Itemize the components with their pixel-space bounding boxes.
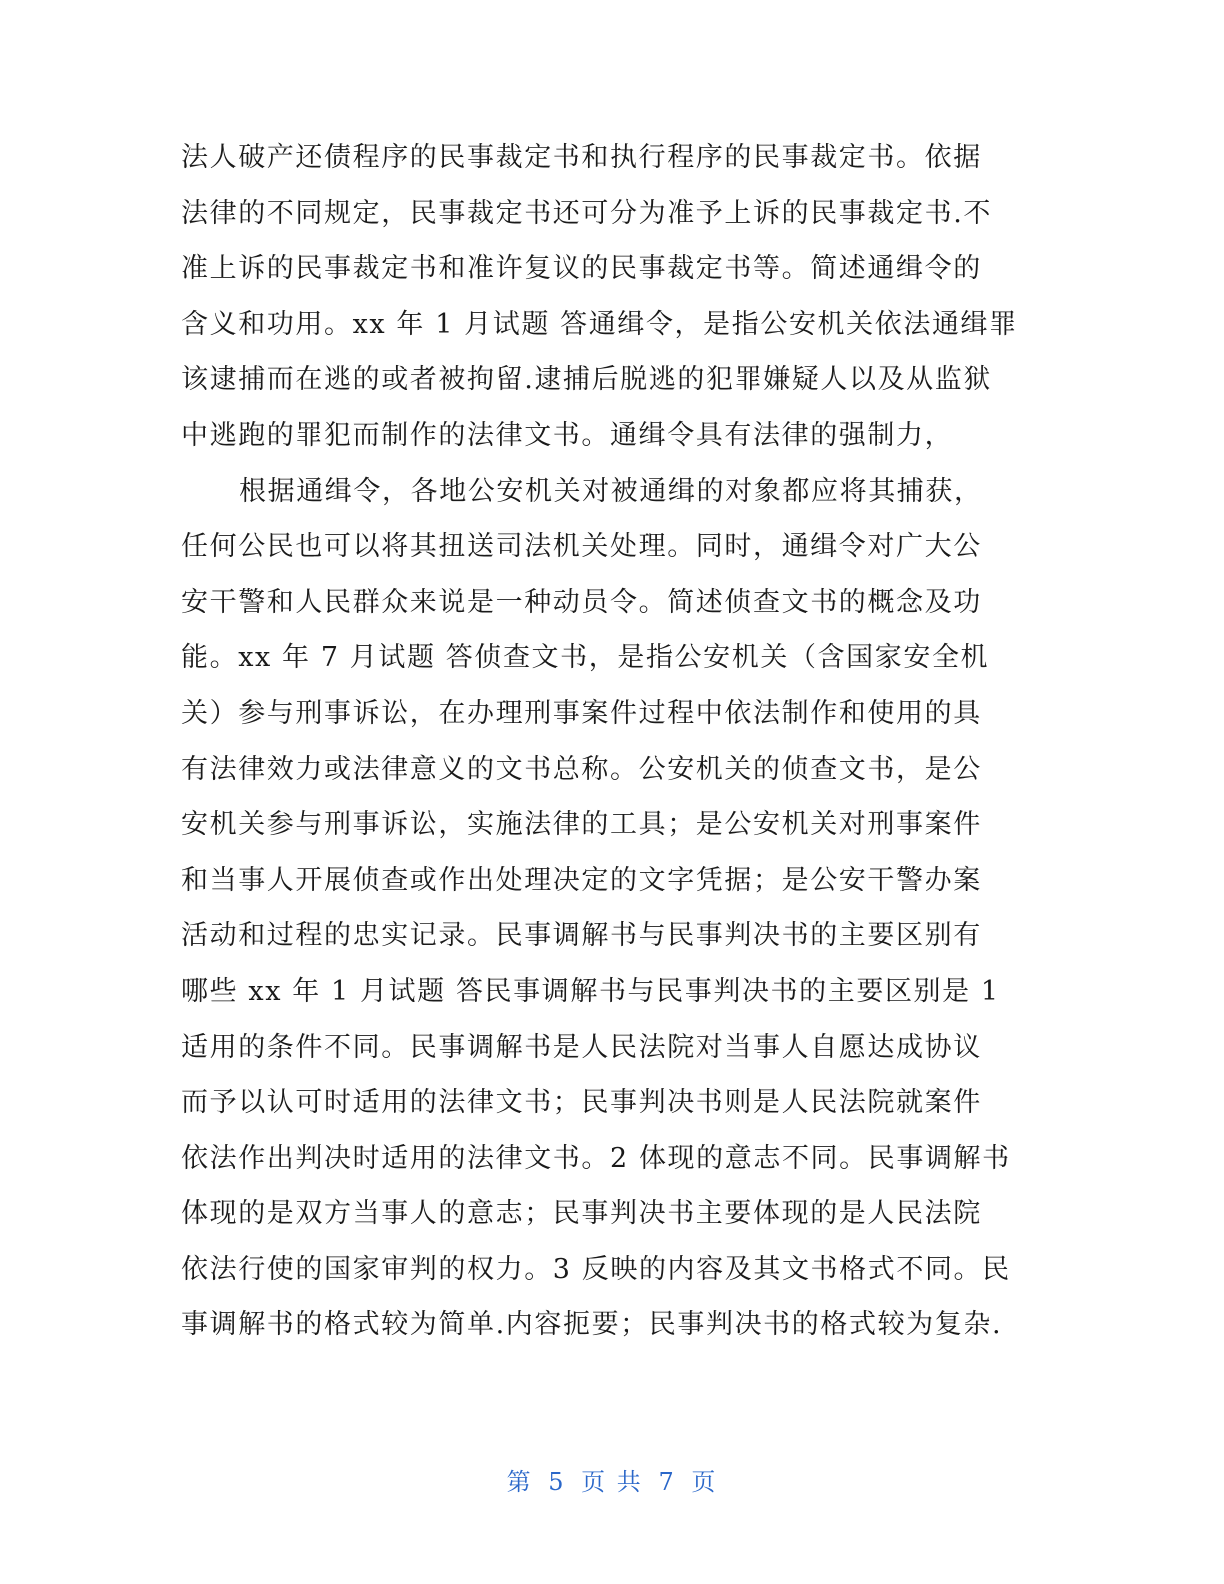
text-line: 活动和过程的忠实记录。民事调解书与民事判决书的主要区别有 [181, 920, 982, 952]
text-line: 哪些 xx 年 1 月试题 答民事调解书与民事判决书的主要区别是 1 [181, 975, 1000, 1007]
current-page-number: 5 [548, 1468, 566, 1496]
text-line: 能。xx 年 7 月试题 答侦查文书，是指公安机关（含国家安全机 [181, 642, 990, 674]
text-line: 任何公民也可以将其扭送司法机关处理。同时，通缉令对广大公 [181, 531, 982, 563]
footer-suffix: 页 [691, 1468, 718, 1496]
text-line: 法律的不同规定，民事裁定书还可分为准予上诉的民事裁定书.不 [181, 197, 992, 229]
page-footer [0, 1462, 1224, 1497]
text-line: 含义和功用。xx 年 1 月试题 答通缉令，是指公安机关依法通缉罪 [181, 308, 1018, 340]
text-line: 和当事人开展侦查或作出处理决定的文字凭据；是公安干警办案 [181, 864, 982, 896]
text-line: 体现的是双方当事人的意志；民事判决书主要体现的是人民法院 [181, 1198, 982, 1230]
body-text [181, 130, 1061, 1353]
footer-prefix: 第 [506, 1468, 533, 1496]
text-line: 安干警和人民群众来说是一种动员令。简述侦查文书的概念及功 [181, 586, 982, 618]
text-line: 依法行使的国家审判的权力。3 反映的内容及其文书格式不同。民 [181, 1253, 1011, 1285]
text-line: 事调解书的格式较为简单.内容扼要；民事判决书的格式较为复杂. [181, 1309, 1003, 1341]
footer-middle: 页 共 [581, 1468, 643, 1496]
text-line: 安机关参与刑事诉讼，实施法律的工具；是公安机关对刑事案件 [181, 809, 982, 841]
text-line: 准上诉的民事裁定书和准许复议的民事裁定书等。简述通缉令的 [181, 253, 982, 285]
text-line: 关）参与刑事诉讼，在办理刑事案件过程中依法制作和使用的具 [181, 697, 982, 729]
text-line: 该逮捕而在逃的或者被拘留.逮捕后脱逃的犯罪嫌疑人以及从监狱 [181, 364, 992, 396]
text-line: 有法律效力或法律意义的文书总称。公安机关的侦查文书，是公 [181, 753, 982, 785]
text-line: 而予以认可时适用的法律文书；民事判决书则是人民法院就案件 [181, 1087, 982, 1119]
text-line: 中逃跑的罪犯而制作的法律文书。通缉令具有法律的强制力， [181, 419, 954, 451]
text-line: 法人破产还债程序的民事裁定书和执行程序的民事裁定书。依据 [181, 142, 982, 173]
paragraph-start-line: 根据通缉令，各地公安机关对被通缉的对象都应将其捕获， [239, 475, 983, 507]
total-page-count: 7 [658, 1468, 676, 1496]
text-line: 依法作出判决时适用的法律文书。2 体现的意志不同。民事调解书 [181, 1142, 1011, 1174]
text-line: 适用的条件不同。民事调解书是人民法院对当事人自愿达成协议 [181, 1031, 982, 1063]
